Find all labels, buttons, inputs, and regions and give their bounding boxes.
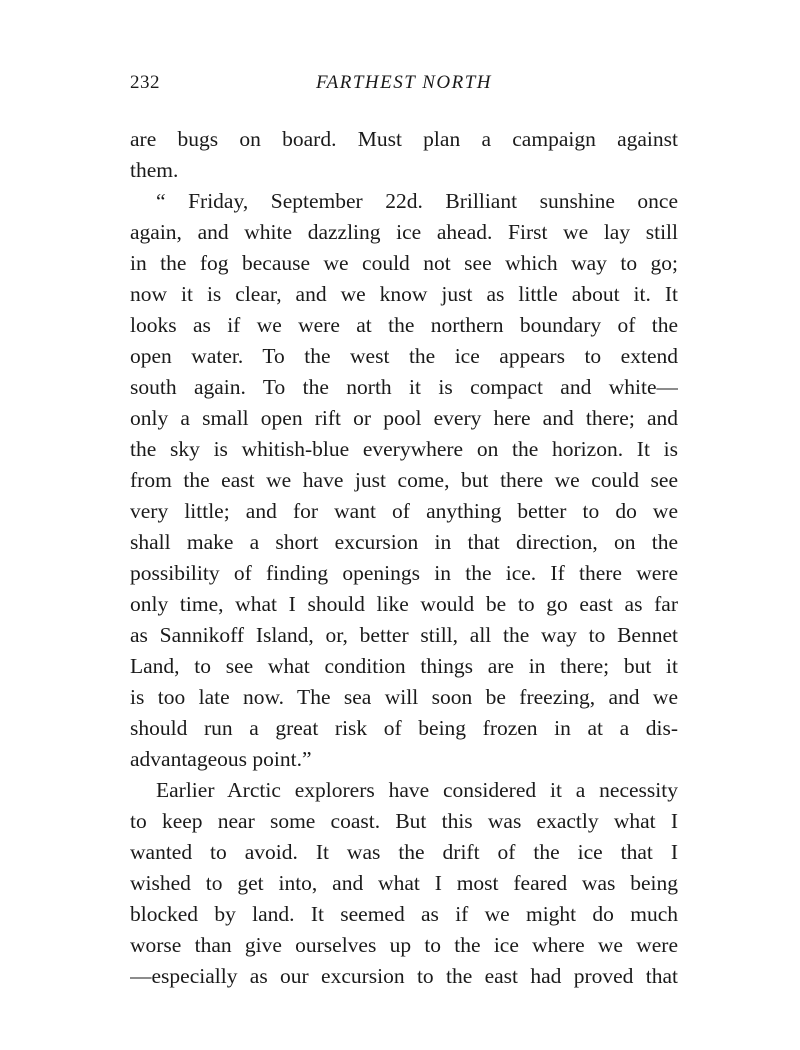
text-line: as Sannikoff Island, or, better still, all the way to Bennet [130, 623, 678, 647]
text-line: blocked by land. It seemed as if we might do much [130, 902, 678, 926]
text-line: Earlier Arctic explorers have considered it a necessity [156, 778, 678, 802]
text-line: should run a great risk of being frozen in at a dis- [130, 716, 678, 740]
text-line: to keep near some coast. But this was exactly what I [130, 809, 678, 833]
text-line: from the east we have just come, but there we could see [130, 468, 678, 492]
text-line: wished to get into, and what I most feared was being [130, 871, 678, 895]
running-title: FARTHEST NORTH [315, 72, 493, 93]
text-line: “ Friday, September 22d. Brilliant sunshine once [156, 189, 678, 213]
text-line: only time, what I should like would be to go east as far [130, 592, 678, 616]
text-line: again, and white dazzling ice ahead. First we lay still [130, 220, 678, 244]
text-line: Land, to see what condition things are in there; but it [130, 654, 678, 678]
running-head [130, 72, 678, 102]
text-line: now it is clear, and we know just as little about it. It [130, 282, 678, 306]
body-text [130, 124, 678, 992]
text-line: south again. To the north it is compact and white— [130, 375, 678, 399]
text-line: possibility of finding openings in the ice. If there were [130, 561, 678, 585]
text-line: is too late now. The sea will soon be freezing, and we [130, 685, 678, 709]
text-line: are bugs on board. Must plan a campaign against [130, 127, 678, 151]
text-line: them. [130, 158, 179, 182]
text-line: only a small open rift or pool every here and there; and [130, 406, 678, 430]
text-line: very little; and for want of anything better to do we [130, 499, 678, 523]
text-line: in the fog because we could not see which way to go; [130, 251, 678, 275]
text-line: wanted to avoid. It was the drift of the ice that I [130, 840, 678, 864]
text-line: worse than give ourselves up to the ice where we were [130, 933, 678, 957]
text-line: looks as if we were at the northern boundary of the [130, 313, 678, 337]
text-line: advantageous point.” [130, 747, 312, 771]
text-line: the sky is whitish-blue everywhere on the horizon. It is [130, 437, 678, 461]
text-line: shall make a short excursion in that direction, on the [130, 530, 678, 554]
text-line: —especially as our excursion to the east had proved that [130, 964, 678, 988]
page-number: 232 [130, 72, 160, 93]
text-line: open water. To the west the ice appears to extend [130, 344, 678, 368]
